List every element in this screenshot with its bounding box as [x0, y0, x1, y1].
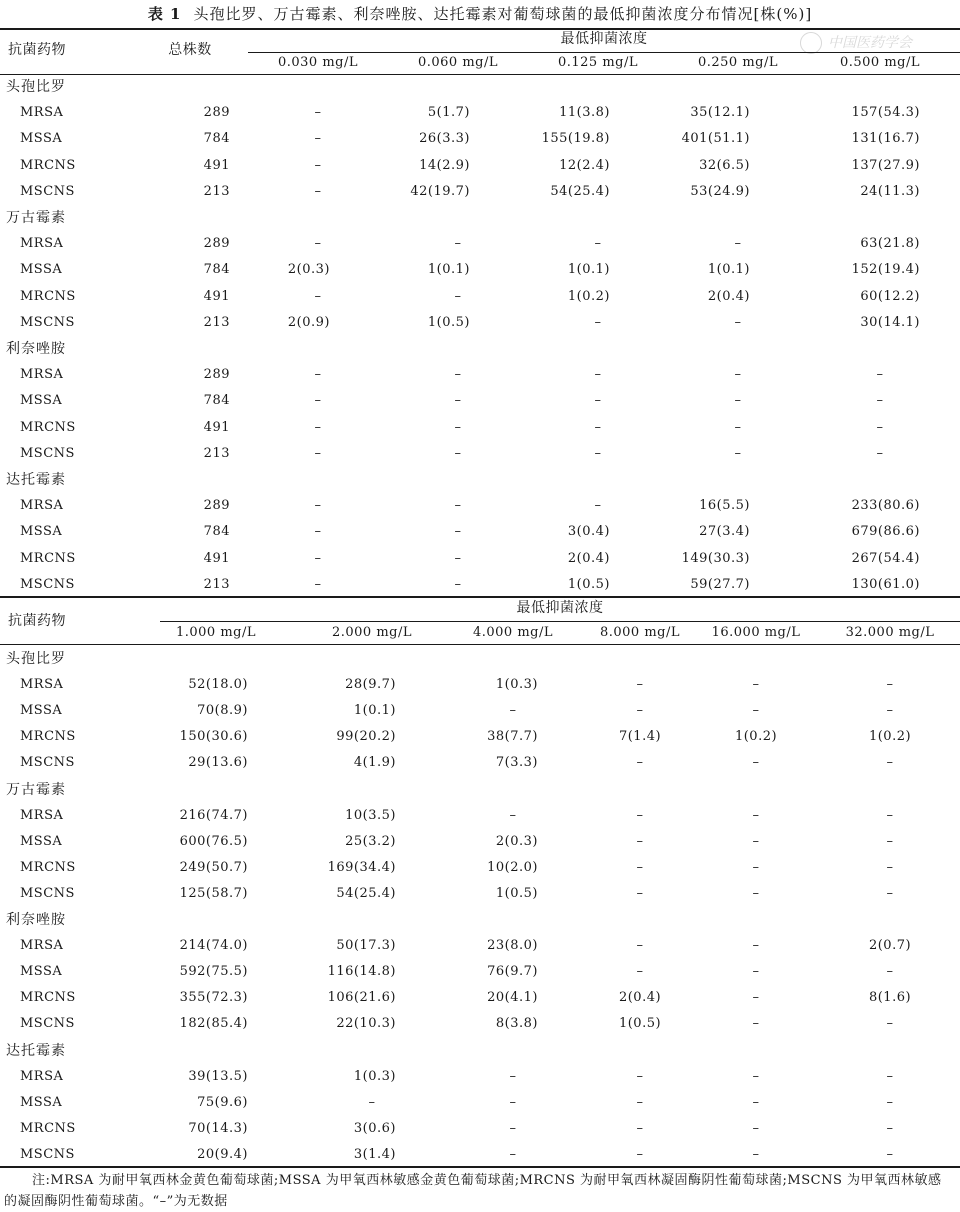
- header-concentration: 0.060 mg/L: [417, 55, 498, 70]
- table-cell: –: [876, 367, 884, 383]
- strain-label: MSCNS: [20, 1146, 75, 1162]
- table-cell: –: [454, 498, 462, 514]
- table-cell: 131(16.7): [851, 131, 920, 147]
- strain-label: MSSA: [20, 703, 63, 719]
- table-cell: –: [752, 1016, 760, 1032]
- header-concentration: 0.030 mg/L: [277, 55, 358, 70]
- table-cell: –: [752, 938, 760, 954]
- table-cell: –: [886, 1094, 894, 1110]
- table-cell: 2(0.4): [707, 288, 750, 304]
- table-cell: 249(50.7): [179, 859, 248, 875]
- strain-label: MRSA: [20, 236, 64, 252]
- header-drug-2: 抗菌药物: [8, 613, 66, 629]
- table-cell: –: [509, 1068, 517, 1084]
- table-cell: –: [636, 755, 644, 771]
- table-cell: 52(18.0): [188, 677, 248, 693]
- table-cell: –: [734, 367, 742, 383]
- table-cell: –: [636, 1094, 644, 1110]
- strain-label: MSCNS: [20, 1016, 75, 1032]
- table-cell: 155(19.8): [541, 131, 610, 147]
- strain-label: MRCNS: [20, 1120, 76, 1136]
- table-cell: 1(0.5): [618, 1016, 662, 1032]
- table-cell: –: [752, 755, 760, 771]
- strain-label: MSCNS: [20, 183, 75, 199]
- table-cell: –: [454, 524, 462, 540]
- table-cell: 169(34.4): [327, 859, 396, 875]
- table-cell: –: [886, 1120, 894, 1136]
- table-cell: 130(61.0): [851, 576, 920, 592]
- header-concentration: 0.250 mg/L: [697, 55, 778, 70]
- strain-label: MSCNS: [20, 576, 75, 592]
- table-cell: –: [594, 393, 602, 409]
- table-cell: 1(0.1): [353, 703, 396, 719]
- table-cell: –: [454, 367, 462, 383]
- table-cell: –: [454, 550, 462, 566]
- table-cell: –: [594, 498, 602, 514]
- total-count: 491: [203, 157, 230, 173]
- table-cell: 679(86.6): [851, 524, 920, 540]
- table-cell: 39(13.5): [188, 1068, 248, 1084]
- strain-label: MSSA: [20, 964, 63, 980]
- table-cell: –: [886, 1146, 894, 1162]
- table-cell: 10(3.5): [345, 807, 396, 823]
- table-cell: –: [886, 964, 894, 980]
- table-cell: –: [314, 105, 322, 121]
- total-count: 491: [203, 419, 230, 435]
- table-cell: 116(14.8): [327, 964, 396, 980]
- table-cell: 20(9.4): [197, 1146, 248, 1162]
- table-cell: 2(0.3): [287, 262, 330, 278]
- table-cell: 54(25.4): [336, 885, 396, 901]
- header-total: 总株数: [168, 42, 212, 58]
- table-cell: 152(19.4): [851, 262, 920, 278]
- strain-label: MSSA: [20, 131, 63, 147]
- total-count: 213: [203, 445, 230, 461]
- table-cell: –: [886, 755, 894, 771]
- table-cell: –: [454, 288, 462, 304]
- strain-label: MRSA: [20, 498, 64, 514]
- table-cell: 59(27.7): [690, 576, 750, 592]
- strain-label: MRSA: [20, 1068, 64, 1084]
- strain-label: MRSA: [20, 807, 64, 823]
- table-cell: –: [314, 393, 322, 409]
- table-cell: 1(0.5): [567, 576, 610, 592]
- table-cell: 2(0.3): [495, 833, 538, 849]
- table-cell: 149(30.3): [681, 550, 750, 566]
- table-cell: 3(1.4): [353, 1146, 396, 1162]
- total-count: 784: [203, 524, 230, 540]
- header-concentration-2: 1.000 mg/L: [175, 625, 256, 640]
- table-cell: –: [752, 990, 760, 1006]
- header-mic: 最低抑菌浓度: [560, 31, 648, 47]
- strain-label: MSSA: [20, 524, 63, 540]
- table-cell: –: [509, 1120, 517, 1136]
- table-cell: 125(58.7): [179, 885, 248, 901]
- table-cell: –: [314, 550, 322, 566]
- table-cell: –: [752, 859, 760, 875]
- table-cell: –: [886, 1016, 894, 1032]
- header-drug: 抗菌药物: [8, 42, 66, 58]
- table-cell: –: [509, 807, 517, 823]
- table-cell: –: [876, 393, 884, 409]
- table-cell: 76(9.7): [487, 964, 538, 980]
- group-label: 头孢比罗: [6, 79, 66, 95]
- total-count: 213: [203, 576, 230, 592]
- table-cell: –: [752, 703, 760, 719]
- strain-label: MRCNS: [20, 859, 76, 875]
- table-cell: 99(20.2): [336, 729, 396, 745]
- table-cell: 28(9.7): [345, 677, 396, 693]
- table-cell: 20(4.1): [487, 990, 538, 1006]
- total-count: 289: [203, 367, 230, 383]
- table-cell: –: [876, 419, 884, 435]
- table-cell: 53(24.9): [690, 183, 750, 199]
- table-cell: –: [636, 1146, 644, 1162]
- group-label: 达托霉素: [6, 472, 66, 488]
- table-cell: 7(3.3): [495, 755, 538, 771]
- strain-label: MRCNS: [20, 157, 76, 173]
- table-cell: 267(54.4): [851, 550, 920, 566]
- total-count: 491: [203, 288, 230, 304]
- table-cell: –: [752, 677, 760, 693]
- strain-label: MRSA: [20, 367, 64, 383]
- table-cell: –: [734, 236, 742, 252]
- table-cell: –: [734, 314, 742, 330]
- group-label: 万古霉素: [6, 781, 66, 798]
- table-cell: 70(14.3): [188, 1120, 248, 1136]
- table-cell: 157(54.3): [851, 105, 920, 121]
- table-cell: 1(0.5): [427, 314, 470, 330]
- table-cell: 592(75.5): [179, 964, 248, 980]
- table-cell: 25(3.2): [345, 833, 396, 849]
- table-cell: 600(76.5): [179, 833, 248, 849]
- group-label: 头孢比罗: [6, 651, 66, 667]
- table-cell: –: [314, 288, 322, 304]
- group-label: 万古霉素: [6, 210, 66, 226]
- table-cell: –: [636, 938, 644, 954]
- table-cell: 16(5.5): [699, 498, 750, 514]
- table-cell: –: [752, 1068, 760, 1084]
- table-cell: 137(27.9): [851, 157, 920, 173]
- group-label: 利奈唑胺: [6, 341, 66, 357]
- total-count: 289: [203, 236, 230, 252]
- table-cell: 1(0.1): [427, 262, 470, 278]
- table-cell: 35(12.1): [690, 105, 750, 121]
- table-cell: –: [594, 314, 602, 330]
- table-cell: 1(0.5): [495, 885, 538, 901]
- table-cell: –: [886, 833, 894, 849]
- table-cell: 5(1.7): [427, 105, 470, 121]
- table-caption: [0, 0, 960, 28]
- strain-label: MRCNS: [20, 288, 76, 304]
- table-cell: 26(3.3): [419, 131, 470, 147]
- table-cell: –: [454, 576, 462, 592]
- strain-label: MSCNS: [20, 445, 75, 461]
- table-cell: 3(0.4): [567, 524, 610, 540]
- table-cell: 54(25.4): [550, 183, 610, 199]
- table-cell: –: [314, 419, 322, 435]
- strain-label: MSSA: [20, 393, 63, 409]
- table-cell: –: [876, 445, 884, 461]
- table-cell: –: [886, 677, 894, 693]
- table-title: 头孢比罗、万古霉素、利奈唑胺、达托霉素对葡萄球菌的最低抑菌浓度分布情况[株(%)]: [193, 5, 813, 23]
- table-cell: 182(85.4): [179, 1016, 248, 1032]
- table-cell: –: [886, 703, 894, 719]
- table-cell: –: [594, 445, 602, 461]
- table-cell: 1(0.3): [353, 1068, 396, 1084]
- table-cell: 1(0.1): [707, 262, 750, 278]
- strain-label: MRCNS: [20, 990, 76, 1006]
- total-count: 213: [203, 314, 230, 330]
- table-cell: –: [314, 524, 322, 540]
- header-mic-2: 最低抑菌浓度: [516, 600, 604, 616]
- table-cell: 70(8.9): [197, 703, 248, 719]
- table-cell: 214(74.0): [179, 938, 248, 954]
- table-cell: 8(3.8): [495, 1016, 538, 1032]
- table-cell: 29(13.6): [188, 755, 248, 771]
- table-cell: –: [636, 885, 644, 901]
- table-cell: –: [752, 1094, 760, 1110]
- table-cell: 1(0.2): [734, 729, 778, 745]
- table-cell: –: [752, 1146, 760, 1162]
- watermark-text: 中国医药学会: [828, 35, 912, 51]
- table-cell: –: [509, 703, 517, 719]
- table-label: 表 1: [147, 5, 182, 23]
- total-count: 289: [203, 105, 230, 121]
- total-count: 784: [203, 262, 230, 278]
- total-count: 213: [203, 183, 230, 199]
- table-cell: –: [314, 576, 322, 592]
- table-cell: 22(10.3): [336, 1016, 396, 1032]
- table-cell: 50(17.3): [336, 938, 396, 954]
- table-cell: –: [454, 445, 462, 461]
- table-cell: 32(6.5): [699, 157, 750, 173]
- table-cell: 355(72.3): [179, 990, 248, 1006]
- table-cell: 14(2.9): [419, 157, 470, 173]
- table-note: 注:MRSA 为耐甲氧西林金黄色葡萄球菌;MSSA 为甲氧西林敏感金黄色葡萄球菌;MRCNS 为耐甲氧西林凝固酶阴性葡萄球菌;MSCNS 为甲氧西林敏感的凝固酶阴性葡萄球菌。“–”为无数据: [4, 1173, 942, 1209]
- strain-label: MRSA: [20, 105, 64, 121]
- table-cell: –: [752, 833, 760, 849]
- table-cell: –: [368, 1094, 376, 1110]
- bottom-rule: [0, 1166, 960, 1168]
- strain-label: MSSA: [20, 833, 63, 849]
- table-cell: 401(51.1): [681, 131, 750, 147]
- table-cell: 4(1.9): [353, 755, 396, 771]
- table-cell: 233(80.6): [851, 498, 920, 514]
- strain-label: MSSA: [20, 262, 63, 278]
- table-cell: 75(9.6): [197, 1094, 248, 1110]
- table-cell: 60(12.2): [860, 288, 920, 304]
- table-cell: –: [636, 1068, 644, 1084]
- total-count: 784: [203, 131, 230, 147]
- table-cell: 106(21.6): [327, 990, 396, 1006]
- strain-label: MSSA: [20, 1094, 63, 1110]
- table-cell: –: [314, 236, 322, 252]
- table-cell: –: [314, 183, 322, 199]
- table-cell: 23(8.0): [487, 938, 538, 954]
- table-cell: 1(0.2): [567, 288, 610, 304]
- strain-label: MRSA: [20, 677, 64, 693]
- table-cell: –: [734, 393, 742, 409]
- table-cell: 42(19.7): [410, 183, 470, 199]
- table-cell: 24(11.3): [860, 183, 920, 199]
- table-cell: –: [594, 236, 602, 252]
- header-concentration-2: 16.000 mg/L: [711, 625, 801, 640]
- strain-label: MSCNS: [20, 755, 75, 771]
- table-cell: 2(0.7): [868, 938, 912, 954]
- total-count: 289: [203, 498, 230, 514]
- header-concentration: 0.500 mg/L: [839, 55, 920, 70]
- table-cell: –: [314, 445, 322, 461]
- table-cell: –: [314, 367, 322, 383]
- table-cell: –: [509, 1094, 517, 1110]
- table-cell: –: [636, 807, 644, 823]
- table-cell: –: [594, 367, 602, 383]
- table-cell: –: [509, 1146, 517, 1162]
- table-cell: –: [752, 964, 760, 980]
- table-cell: 7(1.4): [618, 729, 662, 745]
- table-cell: –: [636, 964, 644, 980]
- strain-label: MRSA: [20, 938, 64, 954]
- table-cell: 1(0.1): [567, 262, 610, 278]
- table-cell: –: [752, 1120, 760, 1136]
- table-cell: –: [454, 419, 462, 435]
- table-cell: –: [636, 1120, 644, 1136]
- table-cell: –: [314, 498, 322, 514]
- table-cell: 3(0.6): [353, 1120, 396, 1136]
- table-cell: –: [886, 807, 894, 823]
- header-concentration-2: 8.000 mg/L: [599, 625, 680, 640]
- table-cell: –: [886, 1068, 894, 1084]
- table-cell: 10(2.0): [487, 859, 538, 875]
- table-cell: 8(1.6): [868, 990, 912, 1006]
- table-cell: 12(2.4): [559, 157, 610, 173]
- table-cell: –: [752, 885, 760, 901]
- table-cell: –: [734, 419, 742, 435]
- table-cell: 27(3.4): [699, 524, 750, 540]
- header-concentration: 0.125 mg/L: [557, 55, 638, 70]
- strain-label: MRCNS: [20, 729, 76, 745]
- table-cell: –: [636, 859, 644, 875]
- table-cell: –: [636, 677, 644, 693]
- table-cell: –: [734, 445, 742, 461]
- table-cell: –: [636, 833, 644, 849]
- table-cell: 30(14.1): [860, 314, 920, 330]
- table-cell: 2(0.4): [567, 550, 610, 566]
- table-cell: –: [886, 885, 894, 901]
- header-concentration-2: 4.000 mg/L: [472, 625, 553, 640]
- table-cell: –: [636, 703, 644, 719]
- table-cell: –: [454, 393, 462, 409]
- table-cell: –: [594, 419, 602, 435]
- strain-label: MSCNS: [20, 885, 75, 901]
- strain-label: MSCNS: [20, 314, 75, 330]
- table-cell: 216(74.7): [179, 807, 248, 823]
- total-count: 784: [203, 393, 230, 409]
- table-cell: 1(0.2): [868, 729, 912, 745]
- table-cell: –: [314, 157, 322, 173]
- strain-label: MRCNS: [20, 419, 76, 435]
- strain-label: MRCNS: [20, 550, 76, 566]
- total-count: 491: [203, 550, 230, 566]
- table-cell: –: [752, 807, 760, 823]
- table-cell: 63(21.8): [860, 236, 920, 252]
- table-cell: 38(7.7): [487, 729, 538, 745]
- header-concentration-2: 2.000 mg/L: [331, 625, 412, 640]
- table-cell: 2(0.4): [618, 990, 662, 1006]
- table-cell: –: [454, 236, 462, 252]
- header-concentration-2: 32.000 mg/L: [845, 625, 935, 640]
- table-cell: –: [314, 131, 322, 147]
- table-cell: 1(0.3): [495, 677, 538, 693]
- table-cell: –: [886, 859, 894, 875]
- table-cell: 11(3.8): [559, 105, 610, 121]
- group-label: 利奈唑胺: [6, 912, 66, 928]
- group-label: 达托霉素: [6, 1042, 66, 1059]
- table-cell: 150(30.6): [179, 729, 248, 745]
- table-cell: 2(0.9): [287, 314, 330, 330]
